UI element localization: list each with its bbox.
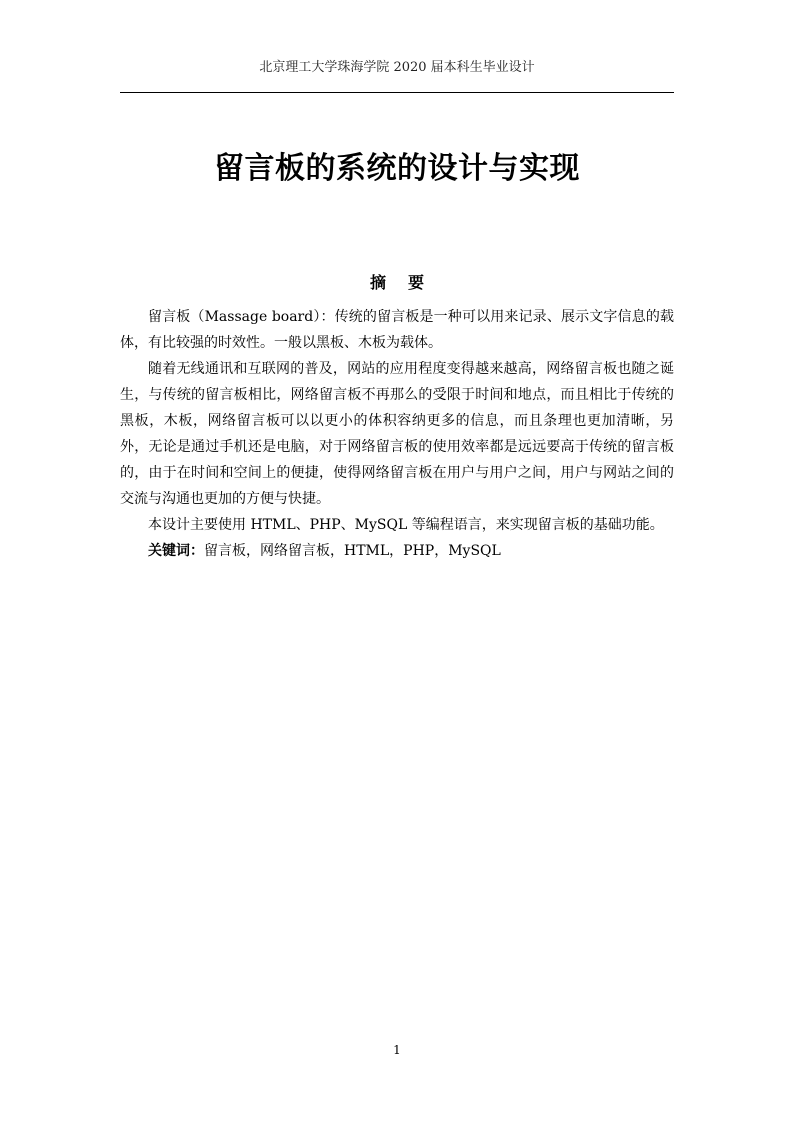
abstract-body <box>120 304 674 564</box>
document-title: 留言板的系统的设计与实现 <box>214 151 580 186</box>
abstract-paragraph-2: 随着无线通讯和互联网的普及，网站的应用程度变得越来越高，网络留言板也随之诞生，与传统的留言板相比，网络留言板不再那么的受限于时间和地点，而且相比于传统的黑板，木板，网络留言板可以以更小的体积容纳更多的信息，而且条理也更加清晰，另外，无论是通过手机还是电脑，对于网络留言板的使用效率都是远远要高于传统的留言板的，由于在时间和空间上的便捷，使得网络留言板在用户与用户之间，用户与网站之间的交流与沟通也更加的方便与快捷。 <box>120 361 674 507</box>
keywords-text: 留言板，网络留言板，HTML，PHP，MySQL <box>204 543 501 559</box>
keywords-label: 关键词： <box>148 543 204 559</box>
abstract-paragraph-1: 留言板（Massage board）：传统的留言板是一种可以用来记录、展示文字信息的载体，有比较强的时效性。一般以黑板、木板为载体。 <box>120 309 674 351</box>
page-number: 1 <box>393 1043 401 1057</box>
abstract-heading-char-2: 要 <box>408 273 425 292</box>
page-header: 北京理工大学珠海学院 2020 届本科生毕业设计 <box>259 60 535 75</box>
header-divider <box>120 92 674 93</box>
abstract-heading <box>120 270 674 296</box>
abstract-heading-char-1: 摘 <box>369 273 386 292</box>
keywords-line <box>120 538 674 564</box>
abstract-paragraph-3: 本设计主要使用 HTML、PHP、MySQL 等编程语言，来实现留言板的基础功能。 <box>148 517 664 533</box>
